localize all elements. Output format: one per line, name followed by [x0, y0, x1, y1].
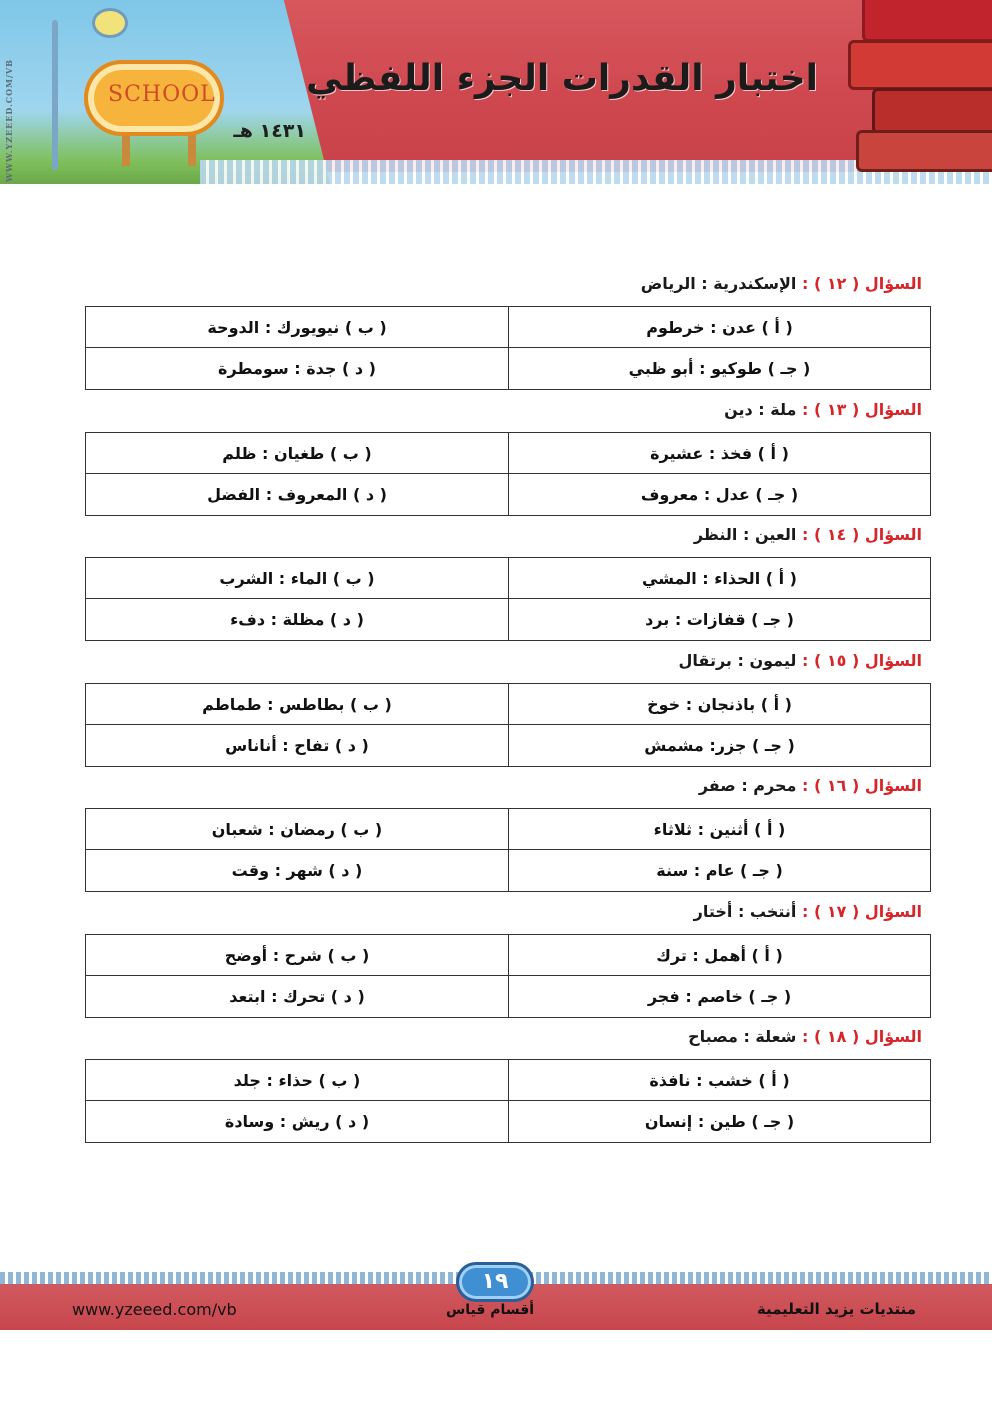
option-d[interactable]: ( د ) مظلة : دفء [230, 610, 364, 629]
lamp-head-icon [92, 8, 128, 38]
option-b[interactable]: ( ب ) بطاطس : طماطم [86, 684, 508, 725]
question-title [694, 902, 922, 921]
option-d[interactable]: ( د ) تفاح : أناناس [225, 736, 369, 755]
question-stem: العين : النظر [693, 525, 797, 544]
option-c[interactable]: ( جـ ) طوكيو : أبو ظبي [508, 348, 930, 389]
option-b[interactable]: ( ب ) شرح : أوضح [86, 935, 508, 976]
option-a[interactable]: ( أ ) أثنين : ثلاثاء [508, 809, 930, 850]
option-b[interactable]: ( ب ) الماء : الشرب [86, 558, 508, 599]
option-a[interactable]: ( أ ) خشب : نافذة [508, 1060, 930, 1101]
question-stem: ليمون : برتقال [678, 651, 797, 670]
option-b[interactable]: ( ب ) طغيان : ظلم [86, 433, 508, 474]
question-stem: شعلة : مصباح [688, 1027, 797, 1046]
page-title: اختبار القدرات الجزء اللفظي [306, 58, 818, 99]
options-table [85, 557, 931, 641]
option-c[interactable]: ( جـ ) قفازات : برد [508, 599, 930, 640]
question-number: السؤال ( ١٨ ) : [801, 1027, 922, 1046]
school-sign-text: SCHOOL [108, 82, 216, 107]
option-d[interactable]: ( د ) شهر : وقت [231, 861, 363, 880]
option-c[interactable]: ( جـ ) عدل : معروف [508, 474, 930, 515]
option-a[interactable]: ( أ ) عدن : خرطوم [508, 307, 930, 348]
options-table [85, 1059, 931, 1143]
side-url: WWW.YZEEED.COM/VB [4, 59, 14, 182]
option-c[interactable]: ( جـ ) عام : سنة [508, 850, 930, 891]
option-a[interactable]: ( أ ) باذنجان : خوخ [508, 684, 930, 725]
question-title [699, 776, 922, 795]
options-table [85, 306, 931, 390]
header-banner [0, 0, 992, 184]
question-number: السؤال ( ١٣ ) : [801, 400, 922, 419]
footer-forum-name: منتديات يزيد التعليمية [756, 1300, 916, 1318]
lamp-post-icon [52, 20, 58, 170]
options-table [85, 683, 931, 767]
year-label: ١٤٣١ هـ [233, 120, 306, 142]
footer-url-link[interactable]: www.yzeeed.com/vb [72, 1300, 237, 1319]
question-stem: ملة : دين [724, 400, 797, 419]
options-table [85, 432, 931, 516]
option-b[interactable]: ( ب ) حذاء : جلد [86, 1060, 508, 1101]
footer-section-label: أقسام قياس [445, 1302, 535, 1318]
books-icon [842, 0, 992, 172]
option-a[interactable]: ( أ ) أهمل : ترك [508, 935, 930, 976]
option-b[interactable]: ( ب ) رمضان : شعبان [86, 809, 508, 850]
school-sign-icon [84, 60, 224, 136]
question-number: السؤال ( ١٦ ) : [801, 776, 922, 795]
question-title [688, 1027, 922, 1046]
option-d[interactable]: ( د ) جدة : سومطرة [218, 359, 376, 378]
question-number: السؤال ( ١٧ ) : [801, 902, 922, 921]
question-number: السؤال ( ١٢ ) : [801, 274, 922, 293]
option-a[interactable]: ( أ ) فخذ : عشيرة [508, 433, 930, 474]
question-title [679, 651, 922, 670]
question-title [641, 274, 922, 293]
options-table [85, 934, 931, 1018]
options-table [85, 808, 931, 892]
option-b[interactable]: ( ب ) نيويورك : الدوحة [86, 307, 508, 348]
question-title [724, 400, 922, 419]
option-c[interactable]: ( جـ ) جزر: مشمش [508, 725, 930, 766]
option-d[interactable]: ( د ) ريش : وسادة [224, 1112, 370, 1131]
question-stem: محرم : صفر [698, 776, 797, 795]
option-c[interactable]: ( جـ ) خاصم : فجر [508, 976, 930, 1017]
page-number-badge: ١٩ [456, 1262, 534, 1302]
option-d[interactable]: ( د ) تحرك : ابتعد [229, 987, 365, 1006]
question-stem: أنتخب : أختار [693, 902, 797, 921]
question-number: السؤال ( ١٥ ) : [801, 651, 922, 670]
option-a[interactable]: ( أ ) الحذاء : المشي [508, 558, 930, 599]
question-number: السؤال ( ١٤ ) : [801, 525, 922, 544]
option-c[interactable]: ( جـ ) طين : إنسان [508, 1101, 930, 1142]
question-title [694, 525, 922, 544]
question-stem: الإسكندرية : الرياض [640, 274, 797, 293]
option-d[interactable]: ( د ) المعروف : الفضل [207, 485, 387, 504]
